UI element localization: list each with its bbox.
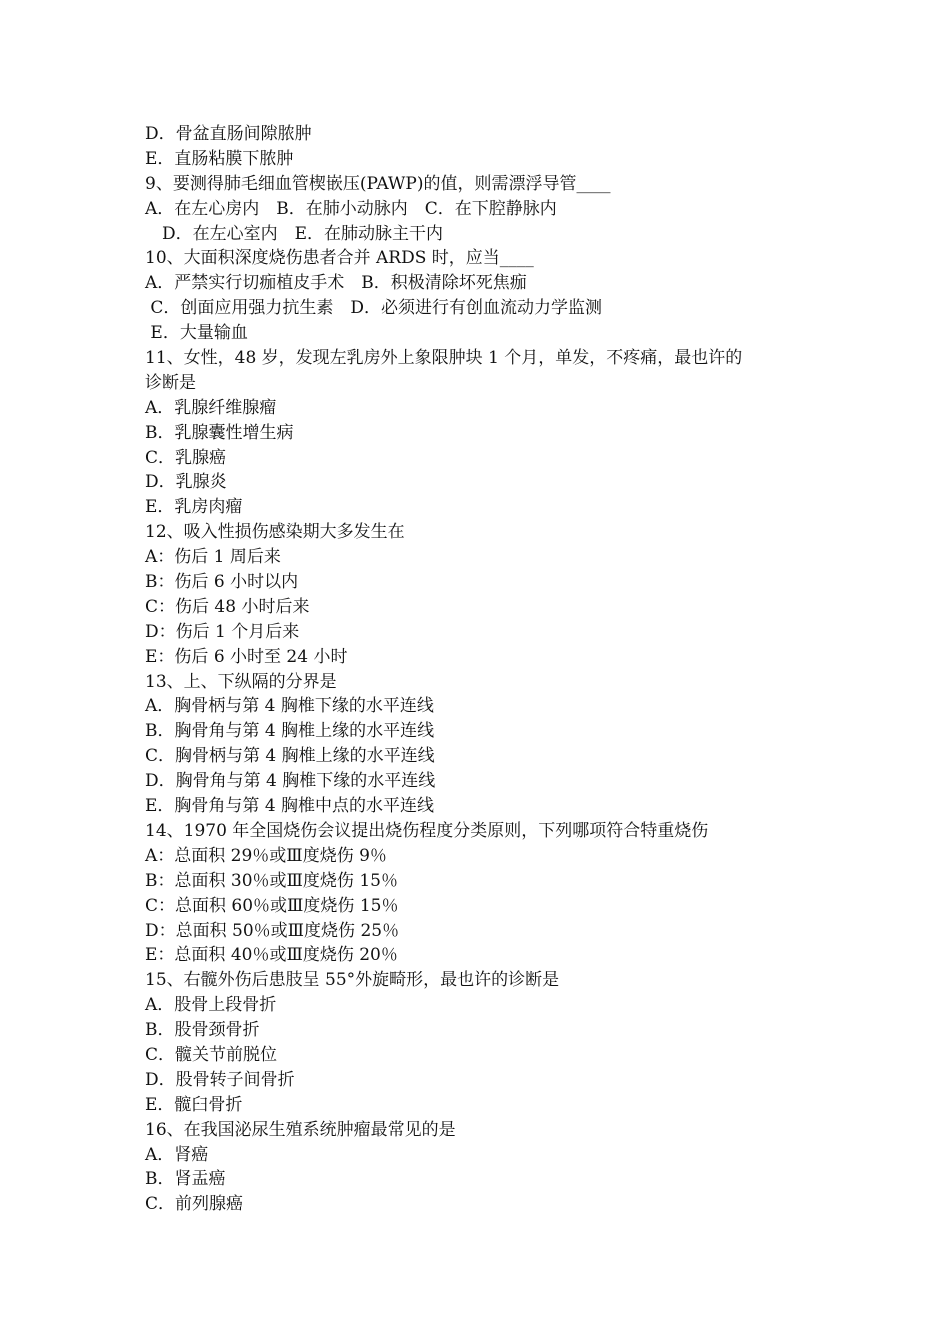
document-line: C：伤后 48 小时后来: [145, 596, 310, 617]
document-line: 11、女性，48 岁，发现左乳房外上象限肿块 1 个月，单发，不疼痛，最也许的: [145, 348, 743, 369]
document-line: E．乳房肉瘤: [145, 497, 243, 518]
document-line: C．创面应用强力抗生素 D．必须进行有创血流动力学监测: [145, 298, 603, 319]
document-line: A．在左心房内 B．在肺小动脉内 C．在下腔静脉内: [145, 198, 557, 219]
document-line: B．肾盂癌: [145, 1169, 226, 1190]
document-line: 诊断是: [145, 372, 196, 393]
document-line: B．乳腺囊性增生病: [145, 422, 294, 443]
document-line: E：总面积 40％或Ⅲ度烧伤 20％: [145, 945, 398, 966]
document-line: A．胸骨柄与第 4 胸椎下缘的水平连线: [145, 696, 434, 717]
document-line: D：总面积 50％或Ⅲ度烧伤 25％: [145, 920, 400, 941]
document-line: A．严禁实行切痂植皮手术 B．积极清除坏死焦痂: [145, 273, 527, 294]
document-line: 9、要测得肺毛细血管楔嵌压(PAWP)的值，则需漂浮导管____: [145, 173, 611, 194]
document-line: E．髋臼骨折: [145, 1094, 243, 1115]
document-line: A．乳腺纤维腺瘤: [145, 397, 277, 418]
document-line: A．肾癌: [145, 1144, 209, 1165]
document-line: E．大量输血: [145, 323, 248, 344]
document-line: C．髋关节前脱位: [145, 1044, 278, 1065]
document-line: A：伤后 1 周后来: [145, 547, 281, 568]
document-line: D．乳腺炎: [145, 472, 227, 493]
document-body: [145, 122, 825, 1217]
document-line: C：总面积 60％或Ⅲ度烧伤 15％: [145, 895, 399, 916]
document-line: 16、在我国泌尿生殖系统肿瘤最常见的是: [145, 1119, 456, 1140]
document-line: 13、上、下纵隔的分界是: [145, 671, 337, 692]
document-line: E．直肠粘膜下脓肿: [145, 148, 294, 169]
document-line: B：伤后 6 小时以内: [145, 572, 299, 593]
document-line: D．骨盆直肠间隙脓肿: [145, 124, 312, 144]
document-line: E：伤后 6 小时至 24 小时: [145, 646, 348, 667]
document-line: 15、右髋外伤后患肢呈 55°外旋畸形，最也许的诊断是: [145, 970, 560, 991]
document-line: A．股骨上段骨折: [145, 995, 277, 1016]
document-line: B．股骨颈骨折: [145, 1020, 260, 1041]
document-line: 14、1970 年全国烧伤会议提出烧伤程度分类原则，下列哪项符合特重烧伤: [145, 820, 709, 841]
document-line: E．胸骨角与第 4 胸椎中点的水平连线: [145, 796, 435, 817]
document-line: C．乳腺癌: [145, 447, 227, 468]
document-line: D：伤后 1 个月后来: [145, 621, 300, 642]
document-line: B．胸骨角与第 4 胸椎上缘的水平连线: [145, 721, 435, 742]
document-line: C．前列腺癌: [145, 1194, 244, 1215]
document-line: B：总面积 30％或Ⅲ度烧伤 15％: [145, 870, 398, 891]
document-line: 10、大面积深度烧伤患者合并 ARDS 时，应当____: [145, 248, 534, 269]
document-line: A：总面积 29％或Ⅲ度烧伤 9％: [145, 845, 387, 866]
document-line: 12、吸入性损伤感染期大多发生在: [145, 522, 405, 543]
document-line: C．胸骨柄与第 4 胸椎上缘的水平连线: [145, 746, 435, 767]
document-line: D．胸骨角与第 4 胸椎下缘的水平连线: [145, 771, 436, 792]
document-line: D．在左心室内 E．在肺动脉主干内: [145, 223, 444, 244]
document-line: D．股骨转子间骨折: [145, 1069, 295, 1090]
